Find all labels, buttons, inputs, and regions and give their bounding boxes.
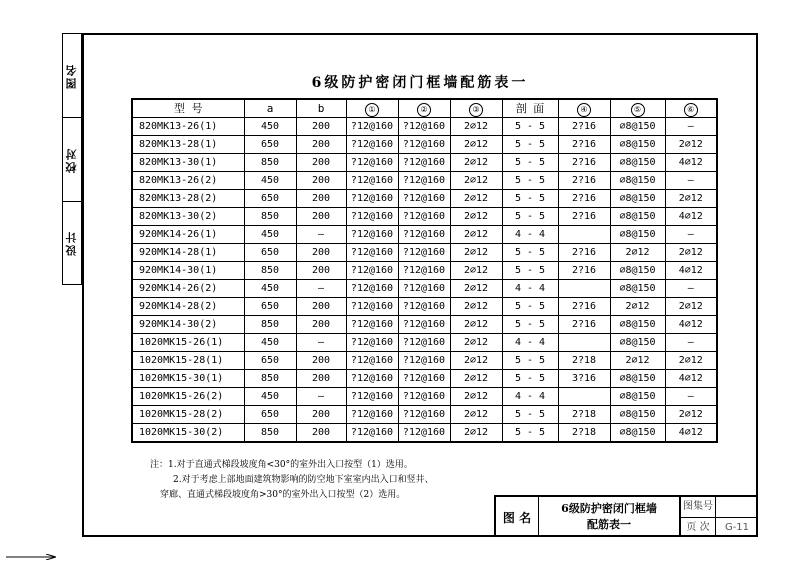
table-title: 6级防护密闭门框墙配筋表一 xyxy=(311,75,529,91)
cell-b: 200 xyxy=(296,208,346,226)
cell-model: 1020MK15-30(1) xyxy=(132,370,244,388)
cell-rebar-6: 4∅12 xyxy=(665,370,717,388)
cell-section: 5 - 5 xyxy=(502,370,558,388)
cell-rebar-2: ?12@160 xyxy=(398,262,450,280)
corner-arrow-icon xyxy=(6,554,56,560)
cell-section: 5 - 5 xyxy=(502,208,558,226)
header-rebar-1 xyxy=(346,99,398,118)
cell-b: 200 xyxy=(296,406,346,424)
cell-b: 200 xyxy=(296,352,346,370)
cell-b: — xyxy=(296,388,346,406)
header-model: 型 号 xyxy=(132,99,244,118)
cell-section: 5 - 5 xyxy=(502,262,558,280)
cell-rebar-2: ?12@160 xyxy=(398,280,450,298)
cell-rebar-2: ?12@160 xyxy=(398,334,450,352)
cell-rebar-1: ?12@160 xyxy=(346,226,398,244)
cell-section: 5 - 5 xyxy=(502,352,558,370)
header-rebar-6-label: ⑥ xyxy=(684,103,698,117)
cell-rebar-4: 2?16 xyxy=(558,190,610,208)
header-rebar-5-label: ⑤ xyxy=(631,103,645,117)
cell-b: 200 xyxy=(296,370,346,388)
cell-rebar-4 xyxy=(558,280,610,298)
cell-rebar-6: 4∅12 xyxy=(665,424,717,443)
table-row xyxy=(132,172,717,190)
cell-rebar-4: 2?16 xyxy=(558,172,610,190)
cell-rebar-1: ?12@160 xyxy=(346,424,398,443)
cell-model: 920MK14-26(2) xyxy=(132,280,244,298)
title-block-atlas-key: 图集号 xyxy=(681,497,716,517)
cell-a: 650 xyxy=(244,136,296,154)
cell-b: 200 xyxy=(296,262,346,280)
cell-rebar-1: ?12@160 xyxy=(346,316,398,334)
cell-rebar-5: ∅8@150 xyxy=(610,388,665,406)
cell-rebar-6: 2∅12 xyxy=(665,244,717,262)
cell-rebar-5: ∅8@150 xyxy=(610,316,665,334)
header-rebar-2 xyxy=(398,99,450,118)
cell-section: 4 - 4 xyxy=(502,226,558,244)
cell-rebar-4: 2?16 xyxy=(558,118,610,136)
cell-model: 920MK14-30(1) xyxy=(132,262,244,280)
cell-rebar-6: 4∅12 xyxy=(665,262,717,280)
cell-model: 820MK13-26(1) xyxy=(132,118,244,136)
table-row xyxy=(132,316,717,334)
cell-section: 4 - 4 xyxy=(502,280,558,298)
cell-rebar-2: ?12@160 xyxy=(398,190,450,208)
cell-rebar-5: 2∅12 xyxy=(610,298,665,316)
cell-section: 5 - 5 xyxy=(502,172,558,190)
cell-a: 650 xyxy=(244,352,296,370)
cell-rebar-3: 2∅12 xyxy=(450,262,502,280)
cell-b: — xyxy=(296,226,346,244)
cell-rebar-3: 2∅12 xyxy=(450,406,502,424)
table-row xyxy=(132,190,717,208)
cell-rebar-3: 2∅12 xyxy=(450,334,502,352)
header-rebar-3 xyxy=(450,99,502,118)
cell-rebar-1: ?12@160 xyxy=(346,370,398,388)
note-line-3: 穿廊、直通式梯段坡度角>30°的室外出入口按型（2）选用。 xyxy=(160,490,406,500)
cell-rebar-2: ?12@160 xyxy=(398,406,450,424)
rebar-table xyxy=(131,98,718,443)
cell-model: 1020MK15-28(1) xyxy=(132,352,244,370)
cell-rebar-5: ∅8@150 xyxy=(610,370,665,388)
cell-rebar-6: 4∅12 xyxy=(665,154,717,172)
cell-model: 1020MK15-30(2) xyxy=(132,424,244,443)
cell-rebar-3: 2∅12 xyxy=(450,172,502,190)
cell-rebar-2: ?12@160 xyxy=(398,226,450,244)
cell-rebar-4: 2?18 xyxy=(558,406,610,424)
title-block-page-key: 页 次 xyxy=(681,518,716,538)
cell-rebar-6: — xyxy=(665,172,717,190)
table-row xyxy=(132,334,717,352)
header-rebar-3-label: ③ xyxy=(469,103,483,117)
cell-section: 5 - 5 xyxy=(502,190,558,208)
table-header-row xyxy=(132,99,717,118)
cell-rebar-5: ∅8@150 xyxy=(610,136,665,154)
cell-rebar-1: ?12@160 xyxy=(346,298,398,316)
cell-model: 920MK14-26(1) xyxy=(132,226,244,244)
table-row xyxy=(132,154,717,172)
cell-rebar-3: 2∅12 xyxy=(450,118,502,136)
title-block-atlas-row xyxy=(681,497,758,518)
title-block-name-line-2: 配筋表一 xyxy=(587,518,631,531)
cell-model: 920MK14-30(2) xyxy=(132,316,244,334)
cell-a: 850 xyxy=(244,316,296,334)
cell-model: 920MK14-28(2) xyxy=(132,298,244,316)
cell-a: 850 xyxy=(244,424,296,443)
cell-rebar-6: 2∅12 xyxy=(665,352,717,370)
cell-section: 5 - 5 xyxy=(502,136,558,154)
cell-rebar-5: ∅8@150 xyxy=(610,190,665,208)
cell-model: 820MK13-30(1) xyxy=(132,154,244,172)
cell-b: 200 xyxy=(296,136,346,154)
cell-rebar-3: 2∅12 xyxy=(450,244,502,262)
cell-rebar-5: ∅8@150 xyxy=(610,262,665,280)
cell-rebar-3: 2∅12 xyxy=(450,424,502,443)
table-row xyxy=(132,118,717,136)
cell-a: 650 xyxy=(244,406,296,424)
side-cell-drawing-name xyxy=(63,34,81,118)
side-label-check: 校对 xyxy=(65,146,78,173)
cell-section: 5 - 5 xyxy=(502,118,558,136)
cell-section: 5 - 5 xyxy=(502,298,558,316)
cell-rebar-1: ?12@160 xyxy=(346,244,398,262)
cell-section: 4 - 4 xyxy=(502,334,558,352)
cell-rebar-5: ∅8@150 xyxy=(610,424,665,443)
table-row xyxy=(132,262,717,280)
cell-rebar-1: ?12@160 xyxy=(346,172,398,190)
title-block-atlas-value xyxy=(716,497,758,517)
cell-rebar-4: 2?16 xyxy=(558,244,610,262)
cell-rebar-3: 2∅12 xyxy=(450,190,502,208)
cell-rebar-2: ?12@160 xyxy=(398,298,450,316)
table-row xyxy=(132,406,717,424)
cell-rebar-2: ?12@160 xyxy=(398,154,450,172)
cell-rebar-4: 2?16 xyxy=(558,316,610,334)
cell-rebar-2: ?12@160 xyxy=(398,370,450,388)
cell-rebar-1: ?12@160 xyxy=(346,118,398,136)
cell-rebar-6: — xyxy=(665,280,717,298)
side-signature-strip xyxy=(62,33,82,285)
cell-rebar-6: — xyxy=(665,118,717,136)
cell-rebar-1: ?12@160 xyxy=(346,208,398,226)
cell-b: 200 xyxy=(296,172,346,190)
cell-rebar-6: — xyxy=(665,226,717,244)
table-row xyxy=(132,352,717,370)
cell-section: 5 - 5 xyxy=(502,244,558,262)
cell-section: 5 - 5 xyxy=(502,316,558,334)
cell-a: 850 xyxy=(244,262,296,280)
cell-model: 820MK13-30(2) xyxy=(132,208,244,226)
cell-rebar-5: 2∅12 xyxy=(610,352,665,370)
cell-rebar-3: 2∅12 xyxy=(450,352,502,370)
cell-rebar-4: 2?18 xyxy=(558,424,610,443)
cell-rebar-2: ?12@160 xyxy=(398,118,450,136)
title-block-name xyxy=(539,497,681,537)
cell-b: — xyxy=(296,280,346,298)
table-row xyxy=(132,208,717,226)
cell-rebar-2: ?12@160 xyxy=(398,424,450,443)
title-block-label: 图 名 xyxy=(496,497,539,537)
cell-rebar-3: 2∅12 xyxy=(450,208,502,226)
cell-b: 200 xyxy=(296,118,346,136)
cell-rebar-1: ?12@160 xyxy=(346,406,398,424)
cell-rebar-5: ∅8@150 xyxy=(610,226,665,244)
cell-rebar-1: ?12@160 xyxy=(346,262,398,280)
cell-model: 820MK13-28(2) xyxy=(132,190,244,208)
cell-rebar-4 xyxy=(558,226,610,244)
cell-a: 450 xyxy=(244,280,296,298)
title-block-page-value: G-11 xyxy=(724,521,750,533)
cell-rebar-1: ?12@160 xyxy=(346,352,398,370)
cell-rebar-5: ∅8@150 xyxy=(610,406,665,424)
cell-rebar-6: 2∅12 xyxy=(665,406,717,424)
cell-rebar-3: 2∅12 xyxy=(450,370,502,388)
cell-model: 1020MK15-26(1) xyxy=(132,334,244,352)
header-rebar-4 xyxy=(558,99,610,118)
cell-a: 850 xyxy=(244,370,296,388)
title-block-page-row xyxy=(681,518,758,538)
cell-rebar-5: 2∅12 xyxy=(610,244,665,262)
cell-rebar-4: 2?16 xyxy=(558,298,610,316)
cell-rebar-2: ?12@160 xyxy=(398,316,450,334)
title-block-meta xyxy=(681,497,758,537)
table-body xyxy=(132,118,717,443)
header-rebar-5 xyxy=(610,99,665,118)
cell-rebar-1: ?12@160 xyxy=(346,280,398,298)
table-row xyxy=(132,280,717,298)
header-rebar-4-label: ④ xyxy=(577,103,591,117)
cell-model: 920MK14-28(1) xyxy=(132,244,244,262)
cell-rebar-2: ?12@160 xyxy=(398,136,450,154)
note-line-1: 注：1.对于直通式梯段坡度角<30°的室外出入口按型（1）选用。 xyxy=(150,460,413,470)
note-line-2: 2.对于考虑上部地面建筑物影响的防空地下室室内出入口和竖井、 xyxy=(173,475,434,485)
cell-section: 5 - 5 xyxy=(502,424,558,443)
cell-rebar-5: ∅8@150 xyxy=(610,280,665,298)
cell-rebar-2: ?12@160 xyxy=(398,352,450,370)
title-block xyxy=(494,495,758,537)
cell-rebar-2: ?12@160 xyxy=(398,244,450,262)
side-cell-check xyxy=(63,118,81,202)
cell-rebar-4 xyxy=(558,388,610,406)
cell-a: 650 xyxy=(244,244,296,262)
cell-a: 650 xyxy=(244,190,296,208)
cell-rebar-6: 2∅12 xyxy=(665,136,717,154)
cell-b: 200 xyxy=(296,244,346,262)
table-row xyxy=(132,136,717,154)
table-row xyxy=(132,424,717,443)
cell-a: 450 xyxy=(244,388,296,406)
cell-rebar-3: 2∅12 xyxy=(450,298,502,316)
cell-section: 5 - 5 xyxy=(502,406,558,424)
table-row xyxy=(132,370,717,388)
cell-rebar-6: 4∅12 xyxy=(665,316,717,334)
table-row xyxy=(132,244,717,262)
cell-rebar-5: ∅8@150 xyxy=(610,154,665,172)
cell-rebar-4: 3?16 xyxy=(558,370,610,388)
cell-rebar-3: 2∅12 xyxy=(450,316,502,334)
cell-rebar-4: 2?16 xyxy=(558,262,610,280)
title-block-name-line-1: 6级防护密闭门框墙 xyxy=(561,502,657,515)
notes xyxy=(150,458,490,503)
cell-a: 450 xyxy=(244,118,296,136)
cell-b: 200 xyxy=(296,316,346,334)
cell-rebar-1: ?12@160 xyxy=(346,154,398,172)
header-section: 剖 面 xyxy=(502,99,558,118)
cell-rebar-3: 2∅12 xyxy=(450,226,502,244)
cell-rebar-3: 2∅12 xyxy=(450,280,502,298)
cell-section: 5 - 5 xyxy=(502,154,558,172)
cell-b: 200 xyxy=(296,298,346,316)
cell-rebar-6: 2∅12 xyxy=(665,190,717,208)
cell-rebar-2: ?12@160 xyxy=(398,208,450,226)
cell-rebar-4 xyxy=(558,334,610,352)
cell-b: 200 xyxy=(296,154,346,172)
header-a: a xyxy=(244,99,296,118)
table-row xyxy=(132,298,717,316)
cell-model: 820MK13-28(1) xyxy=(132,136,244,154)
header-b: b xyxy=(296,99,346,118)
cell-rebar-1: ?12@160 xyxy=(346,136,398,154)
cell-rebar-2: ?12@160 xyxy=(398,388,450,406)
cell-rebar-6: 4∅12 xyxy=(665,208,717,226)
cell-rebar-5: ∅8@150 xyxy=(610,118,665,136)
cell-rebar-1: ?12@160 xyxy=(346,334,398,352)
cell-a: 450 xyxy=(244,172,296,190)
cell-rebar-5: ∅8@150 xyxy=(610,334,665,352)
cell-rebar-5: ∅8@150 xyxy=(610,172,665,190)
cell-rebar-1: ?12@160 xyxy=(346,388,398,406)
cell-rebar-2: ?12@160 xyxy=(398,172,450,190)
side-label-design: 设计 xyxy=(65,230,78,256)
cell-model: 1020MK15-28(2) xyxy=(132,406,244,424)
cell-b: 200 xyxy=(296,190,346,208)
cell-b: — xyxy=(296,334,346,352)
cell-rebar-6: 2∅12 xyxy=(665,298,717,316)
cell-model: 1020MK15-26(2) xyxy=(132,388,244,406)
cell-b: 200 xyxy=(296,424,346,443)
cell-a: 450 xyxy=(244,334,296,352)
cell-rebar-4: 2?16 xyxy=(558,208,610,226)
cell-rebar-1: ?12@160 xyxy=(346,190,398,208)
cell-a: 850 xyxy=(244,154,296,172)
cell-rebar-4: 2?18 xyxy=(558,352,610,370)
cell-a: 850 xyxy=(244,208,296,226)
cell-rebar-4: 2?16 xyxy=(558,154,610,172)
side-cell-design xyxy=(63,202,81,284)
cell-rebar-6: — xyxy=(665,334,717,352)
cell-section: 4 - 4 xyxy=(502,388,558,406)
header-rebar-2-label: ② xyxy=(417,103,431,117)
cell-rebar-3: 2∅12 xyxy=(450,154,502,172)
cell-rebar-6: — xyxy=(665,388,717,406)
cell-a: 650 xyxy=(244,298,296,316)
cell-a: 450 xyxy=(244,226,296,244)
cell-rebar-5: ∅8@150 xyxy=(610,208,665,226)
side-label-drawing-name: 图名 xyxy=(65,62,78,89)
cell-rebar-4: 2?16 xyxy=(558,136,610,154)
cell-model: 820MK13-26(2) xyxy=(132,172,244,190)
table-row xyxy=(132,388,717,406)
header-rebar-6 xyxy=(665,99,717,118)
header-rebar-1-label: ① xyxy=(365,103,379,117)
cell-rebar-3: 2∅12 xyxy=(450,136,502,154)
table-row xyxy=(132,226,717,244)
cell-rebar-3: 2∅12 xyxy=(450,388,502,406)
